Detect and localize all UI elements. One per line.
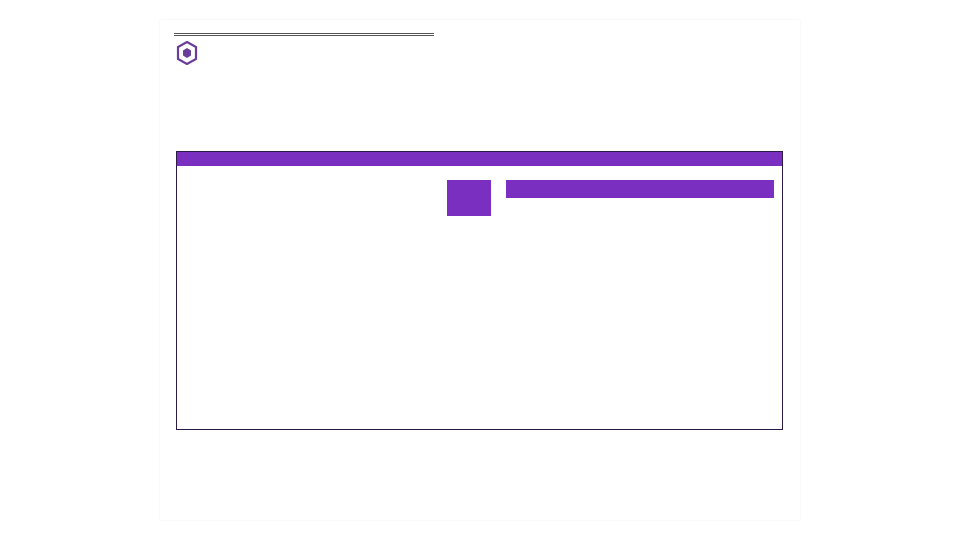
header-rule [174,33,434,36]
octa-logo-icon [176,41,198,65]
age-columns [506,202,774,217]
results-table [176,151,783,430]
ph-header [447,180,491,216]
base-band [177,152,782,166]
octa-logo [176,40,200,66]
age-group-header [506,180,774,198]
